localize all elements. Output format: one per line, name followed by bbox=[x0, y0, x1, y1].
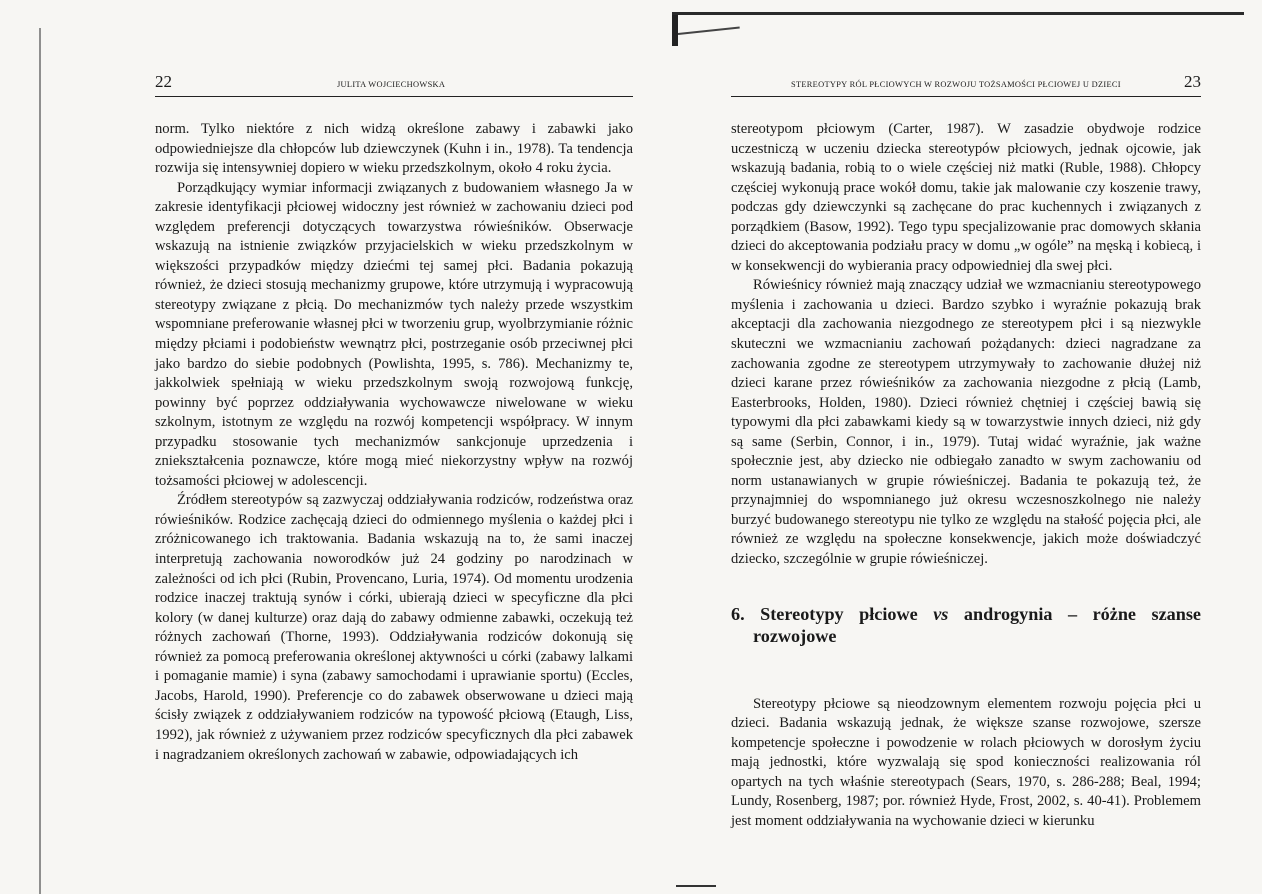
page-number: 22 bbox=[155, 72, 172, 91]
right-page-body bbox=[731, 120, 1201, 831]
left-page bbox=[155, 70, 633, 765]
section-heading-suffix: androgynia – różne szanse rozwojowe bbox=[753, 603, 1202, 646]
right-page bbox=[731, 70, 1201, 831]
scan-mark-tail bbox=[678, 27, 740, 35]
scan-mark bbox=[672, 12, 678, 46]
paragraph: Rówieśnicy również mają znaczący udział we wzmacnianiu stereotypowego myślenia i zachowania u dzieci. Bardzo szybko i wyraźnie pokazują brak akceptacji dla zachowania niezgodnego ze stereotypem płci i są niezwykle skuteczni we wzmacnianiu zachowań pożądanych: dzieci nagradzane za zachowania zgodne ze stereotypem utrzymywały to zachowanie dłużej niż dzieci karane przez rówieśników za zachowania niezgodne z płcią (Lamb, Easterbrooks, Holden, 1980). Dzieci również chętniej i częściej bawią się typowymi dla płci zabawkami kiedy są w towarzystwie innych dzieci, niż gdy są same (Serbin, Connor, i in., 1979). Tutaj widać wyraźnie, jak ważne społecznie jest, aby dziecko nie odbiegało zanadto w swym zachowaniu od norm ustanawianych w grupie rówieśniczej. Badania te pokazują też, że przynajmniej do wspomnianego już okresu wczesnoszkolnego nie należy burzyć budowanego stereotypu nie tylko ze względu na stałość pojęcia płci, ale również ze względu na społeczne konsekwencje, jakich może doświadczyć dziecko, szczególnie w grupie rówieśniczej. bbox=[731, 277, 1201, 568]
running-head: STEREOTYPY RÓL PŁCIOWYCH W ROZWOJU TOŻSAMOŚCI PŁCIOWEJ U DZIECI bbox=[791, 80, 1121, 89]
left-page-body bbox=[155, 120, 633, 765]
page-number: 23 bbox=[1184, 72, 1201, 91]
paragraph: stereotypom płciowym (Carter, 1987). W zasadzie obydwoje rodzice uczestniczą w uczeniu dziecka stereotypów płciowych, jednak ojcowie, jak wskazują badania, robią to o wiele częściej niż matki (Ruble, 1988). Chłopcy częściej wykonują prace wokół domu, takie jak malowanie czy koszenie trawy, podczas gdy dziewczynki są zachęcane do prac kuchennych i związanych z porządkiem (Basow, 1992). Tego typu specjalizowanie prac domowych skłania dzieci do akceptowania podziału pracy w domu „w ogóle” na męską i kobiecą, i w konsekwencji do wybierania pracy odpowiedniej dla swej płci. bbox=[731, 121, 1201, 274]
running-head: JULITA WOJCIECHOWSKA bbox=[337, 80, 446, 89]
paragraph: Stereotypy płciowe są nieodzownym elementem rozwoju pojęcia płci u dzieci. Badania wskazują jednak, że większe szanse rozwojowe, szersze kompetencje społeczne i powodzenie w rolach płciowych w dorosłym życiu mają jednostki, które wyzwalają się spod konieczności realizowania ról opartych na tych właśnie stereotypach (Sears, 1970, s. 286-288; Beal, 1994; Lundy, Rosenberg, 1987; por. również Hyde, Frost, 2002, s. 40-41). Problemem jest moment oddziaływania na wychowanie dzieci w kierunku bbox=[731, 695, 1201, 829]
left-page-header bbox=[155, 70, 633, 97]
paragraph: Porządkujący wymiar informacji związanych z budowaniem własnego Ja w zakresie identyfikacji płciowej widoczny jest również w zachowaniu dzieci pod względem preferencji dotyczących towarzystwa rówieśników. Obserwacje wskazują na istnienie związków przyjacielskich w wieku przedszkolnym w większości przypadków między dziećmi tej samej płci. Badania pokazują również, że dzieci stosują mechanizmy grupowe, które utrzymują i wypracowują stereotypy związane z płcią. Do mechanizmów tych należy przede wszystkim wspomniane preferowanie własnej płci w tworzeniu grup, wyolbrzymianie różnic między płciami i podobieństw wewnątrz płci, postrzeganie osób przeciwnej płci jako bardzo do siebie podobnych (Powlishta, 1995, s. 786). Mechanizmy te, jakkolwiek spełniają w wieku przedszkolnym swoją rozwojową funkcję, powinny być poprzez oddziaływania wychowawcze niwelowane w wieku szkolnym, istotnym ze względu na rozwój kompetencji współpracy. W innym przypadku stosowanie tych mechanizmów sankcjonuje uprzedzenia i zniekształcenia poznawcze, które mogą mieć niekorzystny wpływ na rozwój tożsamości płciowej w adolescencji. bbox=[155, 179, 633, 489]
paragraph: Źródłem stereotypów są zazwyczaj oddziaływania rodziców, rodzeństwa oraz rówieśników. Rodzice zachęcają dzieci do odmiennego myślenia o każdej płci i zróżnicowanego ich traktowania. Badania wskazują na to, że sami inaczej interpretują zachowania noworodków już 24 godziny po narodzinach w zależności od ich płci (Rubin, Provencano, Luria, 1974). Od momentu urodzenia rodzice inaczej traktują synów i córki, ubierają dzieci w specyficzne dla płci kolory (w danej kulturze) oraz dają do zabawy odmienne zabawki, oczekują też różnych zachowań (Thorne, 1993). Oddziaływania rodziców dokonują się również za pomocą preferowania określonej aktywności u córki (zabawy lalkami i pomaganie mamie) i syna (zabawy samochodami i uprawianie sportu) (Eccles, Jacobs, Harold, 1990). Preferencje co do zabawek obserwowane u dzieci mają ścisły związek z oddziaływaniem rodziców na typowość płciową (Etaugh, Liss, 1992), jak również z używaniem przez rodziców specyficznych dla płci zabawek i nagradzaniem określonych zachowań w zabawie, odpowiadających ich bbox=[155, 492, 633, 763]
section-heading bbox=[731, 603, 1201, 647]
section-heading-vs: vs bbox=[933, 603, 949, 624]
section-heading-prefix: 6. Stereotypy płciowe bbox=[731, 603, 934, 624]
right-page-header bbox=[731, 70, 1201, 97]
paragraph: norm. Tylko niektóre z nich widzą określone zabawy i zabawki jako odpowiedniejsze dla chłopców lub dziewczynek (Kuhn i in., 1978). Ta tendencja rozwija się intensywniej dopiero w wieku przedszkolnym, około 4 roku życia. bbox=[155, 121, 633, 177]
scan-mark-bottom bbox=[676, 885, 716, 887]
scan-edge-left bbox=[39, 28, 41, 894]
scan-edge-top bbox=[672, 12, 1244, 15]
